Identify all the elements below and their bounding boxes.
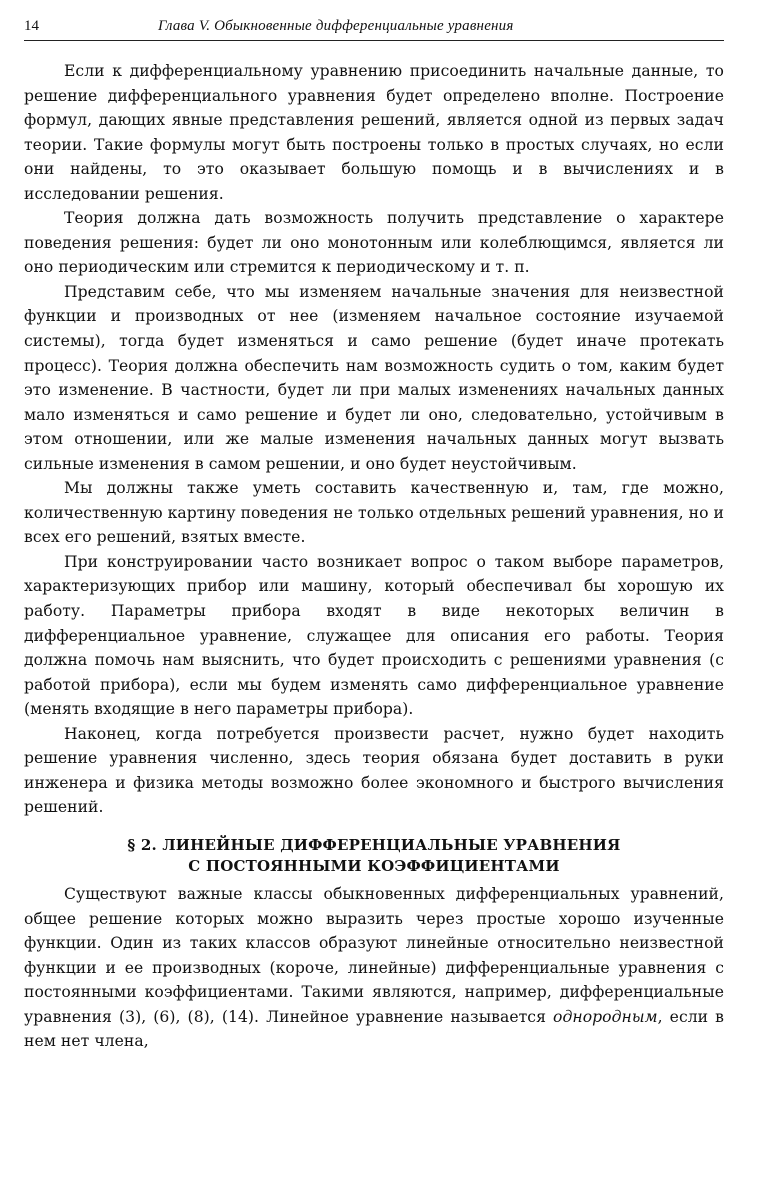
body-text xyxy=(24,59,724,1054)
paragraph: При конструировании часто возникает вопрос о таком выборе параметров, характеризующих прибор или машину, который обеспечивал бы хорошую их работу. Параметры прибора входят в виде некоторых величин в дифференциальное уравнение, служащее для описания его работы. Теория должна помочь нам выяснить, что будет происходить с решениями уравнения (с работой прибора), если мы будем изменять само дифференциальное уравнение (менять входящие в него параметры прибора). xyxy=(24,552,724,719)
section-heading xyxy=(24,835,724,877)
paragraph-text: Существуют важные классы обыкновенных дифференциальных уравнений, общее решение которых можно выразить через простые хорошо изученные функции. Один из таких классов образуют линейные относительно неизвестной функции и ее производных (короче, линейные) дифференциальные уравнения с постоянными коэффициентами. Такими являются, например, дифференциальные уравнения (3), (6), (8), (14). Линейное уравнение называется xyxy=(24,884,724,1026)
running-header xyxy=(24,14,724,41)
chapter-title: Глава V. Обыкновенные дифференциальные уравнения xyxy=(158,18,514,34)
paragraph-text-end: , если в нем нет члена, xyxy=(24,1007,724,1051)
paragraph: Представим себе, что мы изменяем начальные значения для неизвестной функции и производных от нее (изменяем начальное состояние изучаемой системы), тогда будет изменяться и само решение (будет иначе протекать процесс). Теория должна обеспечить нам возможность судить о том, каким будет это изменение. В частности, будет ли при малых изменениях начальных данных мало изменяться и само решение и будет ли оно, следовательно, устойчивым в этом отношении, или же малые изменения начальных данных могут вызвать сильные изменения в самом решении, и оно будет неустойчивым. xyxy=(24,282,724,473)
book-page xyxy=(24,14,724,1054)
paragraph: Мы должны также уметь составить качественную и, там, где можно, количественную картину поведения не только отдельных решений уравнения, но и всех его решений, взятых вместе. xyxy=(24,479,724,547)
paragraph: Если к дифференциальному уравнению присоединить начальные данные, то решение дифференциального уравнения будет определено вполне. Построение формул, дающих явные представления решений, является одной из первых задач теории. Такие формулы могут быть построены только в простых случаях, но если они найдены, то это оказывает большую помощь и в вычислениях и в исследовании решения. xyxy=(24,62,724,203)
paragraph: Теория должна дать возможность получить представление о характере поведения решения: будет ли оно монотонным или колеблющимся, является ли оно периодическим или стремится к периодическому и т. п. xyxy=(24,209,724,277)
page-number: 14 xyxy=(24,18,39,34)
paragraph-last xyxy=(24,882,724,1054)
section-heading-line-1: § 2. ЛИНЕЙНЫЕ ДИФФЕРЕНЦИАЛЬНЫЕ УРАВНЕНИЯ xyxy=(127,835,621,854)
paragraph: Наконец, когда потребуется произвести расчет, нужно будет находить решение уравнения численно, здесь теория обязана будет доставить в руки инженера и физика методы возможно более экономного и быстрого вычисления решений. xyxy=(24,724,724,817)
section-heading-line-2: С ПОСТОЯННЫМИ КОЭФФИЦИЕНТАМИ xyxy=(188,856,560,875)
emphasized-term: однородным xyxy=(553,1007,658,1026)
